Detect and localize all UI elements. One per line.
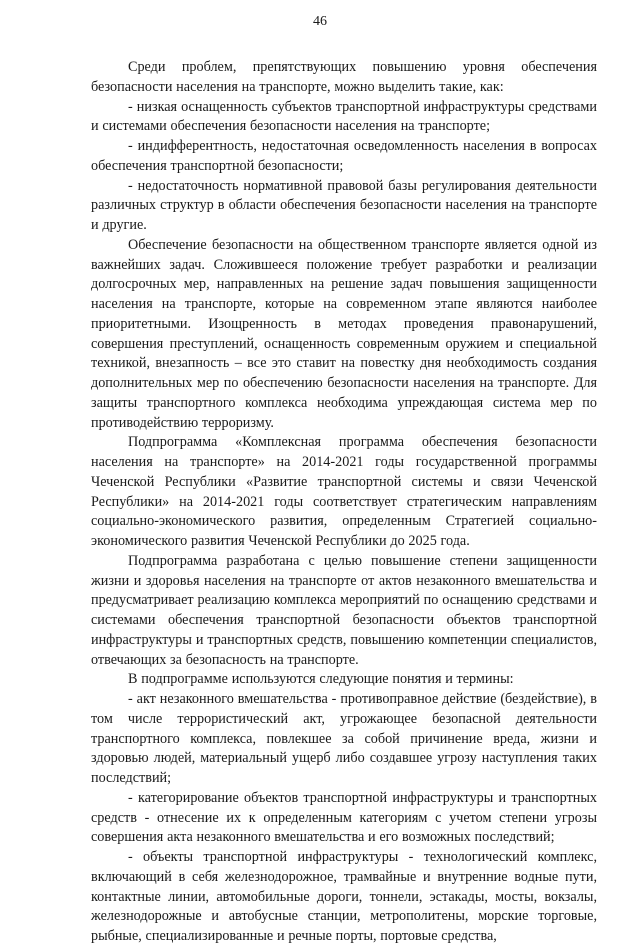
- paragraph-terms-intro: В подпрограмме используются следующие понятия и термины:: [128, 671, 514, 688]
- term-infrastructure-objects: - объекты транспортной инфраструктуры - технологический комплекс, включающий в себя железнодорожное, трамвайные и внутренние водные пути, контактные линии, автомобильные дороги, тоннели, эстакады, мосты, вокзалы, железнодорожные и автобусные станции, метрополитены, морские торговые, рыбные, специализированные и речные порты, портовые средства,: [91, 849, 597, 944]
- term-unlawful-interference: - акт незаконного вмешательства - противоправное действие (бездействие), в том числе террористический акт, угрожающее безопасной деятельности транспортного комплекса, повлекшее за собой причинение вреда, жизни и здоровью людей, материальный ущерб либо создавшее угрозу наступления таких последствий;: [91, 691, 597, 786]
- paragraph-public-transport-safety: Обеспечение безопасности на общественном транспорте является одной из важнейших задач. Сложившееся положение требует разработки и реализации долгосрочных мер, направленных на решение задач повышения защищенности населения на транспорте, которые на современном этапе являются наиболее приоритетными. Изощренность в методах проведения правонарушений, совершения преступлений, оснащенность современным оружием и специальной техникой, внезапность – все это ставит на повестку дня необходимость создания дополнительных мер по обеспечению безопасности населения на транспорте. Для защиты транспортного комплекса необходима упреждающая система мер по противодействию терроризму.: [91, 236, 597, 431]
- term-categorization: - категорирование объектов транспортной инфраструктуры и транспортных средств - отнесение их к определенным категориям с учетом степени угрозы совершения акта незаконного вмешательства и его возможных последствий;: [91, 789, 597, 846]
- document-body: [91, 58, 597, 947]
- list-item-indifference: - индифферентность, недостаточная осведомленность населения в вопросах обеспечения транспортной безопасности;: [91, 138, 597, 174]
- page-number: 46: [313, 14, 327, 29]
- paragraph-intro: Среди проблем, препятствующих повышению уровня обеспечения безопасности населения на транспорте, можно выделить такие, как:: [91, 59, 597, 95]
- list-item-regulatory-base: - недостаточность нормативной правовой базы регулирования деятельности различных структур в области обеспечения безопасности населения на транспорте и другие.: [91, 177, 597, 233]
- list-item-low-equipment: - низкая оснащенность субъектов транспортной инфраструктуры средствами и системами обеспечения безопасности населения на транспорте;: [91, 98, 597, 135]
- paragraph-subprogram-description: Подпрограмма «Комплексная программа обеспечения безопасности населения на транспорте» на 2014-2021 годы государственной программы Чеченской Республики «Развитие транспортной системы и связи Чеченской Республики» на 2014-2021 годы соответствует стратегическим направлениям социально-экономического развития, определенным Стратегией социально-экономического развития Чеченской Республики до 2025 года.: [91, 434, 597, 549]
- paragraph-subprogram-purpose: Подпрограмма разработана с целью повышение степени защищенности жизни и здоровья населения на транспорте от актов незаконного вмешательства и предусматривает реализацию комплекса мероприятий по оснащению средствами и системами обеспечения транспортной безопасности объектов транспортной инфраструктуры и транспортных средств, повышению компетенции специалистов, отвечающих за безопасность на транспорте.: [91, 552, 597, 668]
